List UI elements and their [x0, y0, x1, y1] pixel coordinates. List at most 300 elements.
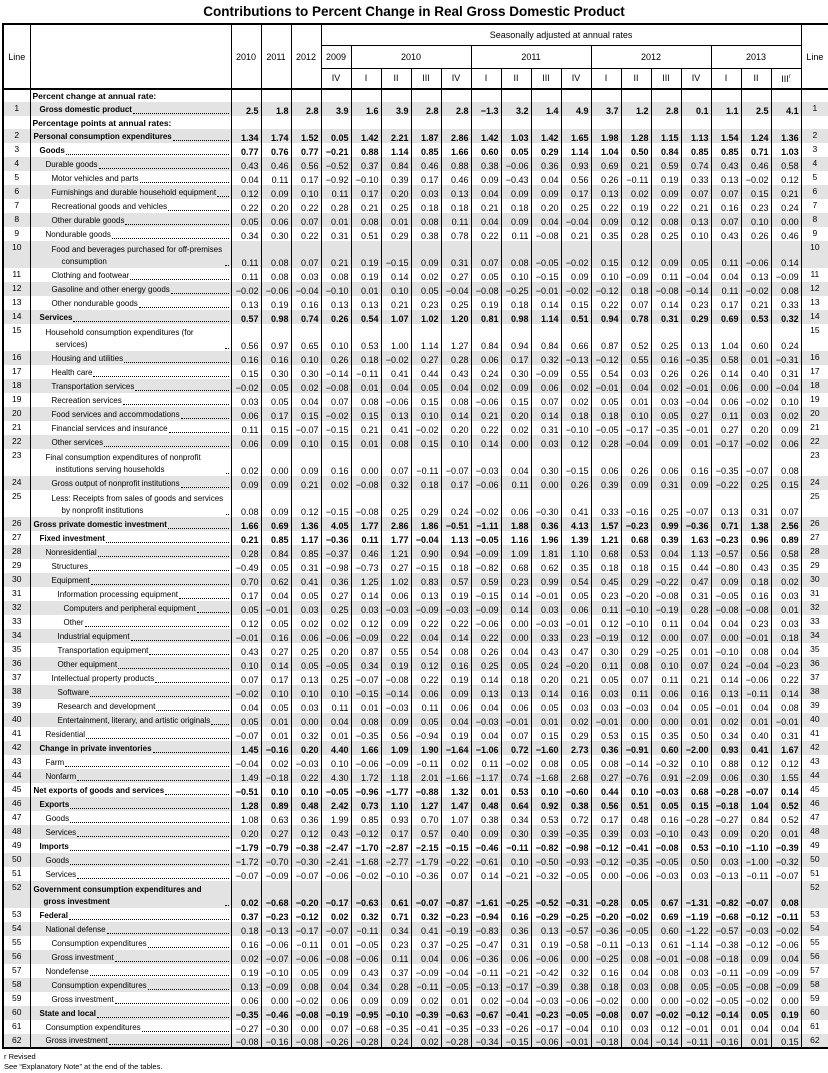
value-cell: 0.41 — [381, 421, 411, 435]
dot-leader — [225, 265, 228, 266]
value-cell: 0.11 — [591, 601, 621, 615]
value-cell: 0.03 — [621, 825, 651, 839]
value-cell: −0.04 — [681, 393, 711, 407]
row-label-cell — [30, 282, 231, 296]
value-cell: 0.43 — [741, 559, 771, 573]
row-label — [31, 298, 231, 310]
value-cell: −0.07 — [321, 922, 351, 936]
value-cell: 0.29 — [381, 227, 411, 241]
value-cell: 0.05 — [291, 587, 321, 601]
value-cell: 0.44 — [681, 559, 711, 573]
value-cell: 0.91 — [651, 769, 681, 783]
dot-leader — [109, 1044, 229, 1045]
value-cell: 0.24 — [531, 657, 561, 671]
value-cell — [501, 89, 531, 102]
value-cell: 0.09 — [321, 964, 351, 978]
value-cell: −1.72 — [231, 853, 261, 867]
value-cell: 0.46 — [741, 157, 771, 171]
value-cell: 0.02 — [231, 950, 261, 964]
value-cell: 0.22 — [441, 615, 471, 629]
dot-leader — [165, 794, 228, 795]
value-cell: 0.26 — [621, 449, 651, 476]
value-cell: 0.20 — [741, 825, 771, 839]
value-cell: −0.35 — [651, 421, 681, 435]
value-cell: 1.6 — [351, 102, 381, 116]
value-cell: −0.02 — [741, 435, 771, 449]
row-label — [31, 575, 231, 587]
value-cell: −0.12 — [291, 908, 321, 922]
row-label-cell — [30, 783, 231, 797]
value-cell: 0.12 — [231, 185, 261, 199]
value-cell: 0.11 — [621, 685, 651, 699]
value-cell: 0.07 — [771, 490, 801, 517]
value-cell: 0.06 — [291, 629, 321, 643]
value-cell: 1.13 — [681, 545, 711, 559]
value-cell: 0.10 — [621, 407, 651, 421]
value-cell: 0.19 — [441, 727, 471, 741]
value-cell: 0.05 — [681, 241, 711, 268]
value-cell: 0.06 — [231, 992, 261, 1006]
value-cell: 1.49 — [231, 769, 261, 783]
value-cell: 0.85 — [411, 143, 441, 157]
row-label-text: Consumption expenditures — [51, 939, 147, 948]
quarter-header: II — [381, 68, 411, 89]
value-cell: 2.8 — [291, 102, 321, 116]
value-cell: 0.02 — [651, 379, 681, 393]
value-cell: −0.02 — [651, 1006, 681, 1020]
value-cell: 0.16 — [591, 964, 621, 978]
value-cell: 0.99 — [531, 573, 561, 587]
row-label-cell — [30, 351, 231, 365]
row-label — [31, 799, 231, 811]
row-label-text: Nonresidential — [45, 548, 97, 557]
row-label — [31, 994, 231, 1006]
row-label-cell — [30, 1020, 231, 1034]
dot-leader — [115, 1003, 229, 1004]
value-cell: 0.21 — [561, 227, 591, 241]
value-cell: −0.02 — [321, 407, 351, 421]
row-label-cell — [30, 615, 231, 629]
line-number-cell: 22 — [801, 435, 828, 449]
row-label-text: Residential — [45, 730, 86, 739]
value-cell: 0.83 — [411, 573, 441, 587]
value-cell: 0.12 — [621, 629, 651, 643]
value-cell: 0.12 — [621, 213, 651, 227]
value-cell: 0.25 — [381, 199, 411, 213]
row-label — [31, 631, 231, 643]
row-label-text: Food services and accommodations — [51, 410, 180, 419]
value-cell: −0.03 — [291, 755, 321, 769]
value-cell: 0.04 — [471, 727, 501, 741]
value-cell: 0.54 — [591, 365, 621, 379]
value-cell: −0.06 — [621, 867, 651, 881]
value-cell: −0.13 — [471, 978, 501, 992]
value-cell — [411, 89, 441, 102]
value-cell: 0.19 — [771, 1006, 801, 1020]
value-cell: −1.60 — [531, 741, 561, 755]
value-cell: −0.39 — [771, 839, 801, 853]
value-cell: 0.05 — [261, 615, 291, 629]
row-label-text: Durable goods — [45, 160, 98, 169]
value-cell: −0.68 — [261, 881, 291, 908]
value-cell: 0.02 — [711, 713, 741, 727]
value-cell: 0.16 — [651, 351, 681, 365]
value-cell: −0.04 — [681, 268, 711, 282]
line-number-cell: 37 — [801, 671, 828, 685]
dot-leader — [125, 224, 228, 225]
year-group-2011: 2011 — [471, 45, 591, 68]
value-cell: −0.68 — [711, 908, 741, 922]
line-number-cell: 26 — [3, 517, 30, 531]
value-cell: 0.23 — [381, 936, 411, 950]
value-cell: 0.01 — [351, 282, 381, 296]
value-cell: 0.54 — [411, 643, 441, 657]
value-cell: −0.08 — [471, 282, 501, 296]
line-number-cell: 57 — [801, 964, 828, 978]
value-cell: 0.00 — [651, 629, 681, 643]
value-cell: −0.28 — [441, 1034, 471, 1048]
value-cell: 0.23 — [591, 587, 621, 601]
value-cell: 0.03 — [621, 978, 651, 992]
value-cell: 0.04 — [501, 449, 531, 476]
value-cell: 1.88 — [501, 517, 531, 531]
value-cell: −0.15 — [351, 685, 381, 699]
row-label-cell — [30, 825, 231, 839]
value-cell: −0.05 — [711, 992, 741, 1006]
value-cell: −0.08 — [591, 1006, 621, 1020]
table-row — [3, 936, 828, 950]
value-cell: 1.28 — [231, 797, 261, 811]
value-cell: 0.00 — [501, 629, 531, 643]
value-cell: −0.50 — [531, 853, 561, 867]
line-number-cell: 31 — [3, 587, 30, 601]
value-cell: 0.25 — [471, 657, 501, 671]
value-cell: 0.08 — [771, 282, 801, 296]
value-cell: −1.06 — [471, 741, 501, 755]
row-label-cell — [30, 727, 231, 741]
value-cell: −0.07 — [291, 867, 321, 881]
value-cell: −0.21 — [321, 143, 351, 157]
value-cell: −0.06 — [531, 1034, 561, 1048]
value-cell: 0.14 — [441, 407, 471, 421]
value-cell: −0.06 — [321, 867, 351, 881]
value-cell: 0.17 — [591, 811, 621, 825]
value-cell: −0.08 — [711, 601, 741, 615]
value-cell: −0.57 — [561, 922, 591, 936]
value-cell: 0.47 — [681, 573, 711, 587]
value-cell: 0.08 — [531, 755, 561, 769]
table-row — [3, 727, 828, 741]
row-label-text: Government consumption expenditures and gross investment — [33, 885, 202, 906]
line-number-cell: 5 — [3, 171, 30, 185]
value-cell: 0.16 — [741, 587, 771, 601]
value-cell: −0.01 — [561, 1034, 591, 1048]
dot-leader — [90, 696, 228, 697]
annual-year-header: 2010 — [231, 24, 261, 89]
value-cell: 0.06 — [771, 435, 801, 449]
value-cell: 0.55 — [621, 351, 651, 365]
row-label-text: Transportation equipment — [57, 646, 149, 655]
value-cell: 0.53 — [531, 811, 561, 825]
value-cell: 0.27 — [711, 421, 741, 435]
value-cell: −0.41 — [501, 1006, 531, 1020]
value-cell: 0.02 — [291, 379, 321, 393]
value-cell: 0.19 — [441, 587, 471, 601]
row-label-text: Other — [63, 618, 84, 627]
row-label — [31, 201, 231, 213]
value-cell: −0.02 — [231, 379, 261, 393]
value-cell: −0.15 — [321, 490, 351, 517]
value-cell: −0.04 — [561, 213, 591, 227]
value-cell: 0.08 — [651, 213, 681, 227]
value-cell: 1.72 — [351, 769, 381, 783]
value-cell: −0.15 — [501, 1034, 531, 1048]
value-cell: −0.95 — [351, 1006, 381, 1020]
value-cell: 1.04 — [741, 797, 771, 811]
value-cell: 3.7 — [591, 102, 621, 116]
row-label-text: Personal consumption expenditures — [33, 132, 172, 141]
value-cell: −0.03 — [651, 783, 681, 797]
value-cell: 0.03 — [591, 685, 621, 699]
dot-leader — [77, 836, 228, 837]
value-cell: 0.84 — [651, 143, 681, 157]
value-cell: 0.25 — [651, 324, 681, 351]
value-cell: −0.16 — [621, 490, 651, 517]
value-cell: −0.02 — [741, 171, 771, 185]
value-cell: −0.11 — [291, 936, 321, 950]
value-cell: 0.09 — [711, 573, 741, 587]
table-row — [3, 964, 828, 978]
value-cell: 0.14 — [531, 685, 561, 699]
value-cell: −0.20 — [621, 587, 651, 601]
row-label-text: Gross investment — [51, 995, 114, 1004]
line-number-cell: 17 — [3, 365, 30, 379]
value-cell: 0.06 — [441, 950, 471, 964]
row-label-cell — [30, 657, 231, 671]
value-cell: −0.15 — [381, 241, 411, 268]
dot-leader — [226, 473, 229, 474]
value-cell: −0.23 — [771, 657, 801, 671]
value-cell: 0.06 — [261, 213, 291, 227]
value-cell: 0.30 — [741, 769, 771, 783]
value-cell: 0.15 — [651, 559, 681, 573]
value-cell: 0.09 — [261, 490, 291, 517]
line-column-header-left: Line — [3, 24, 30, 89]
value-cell: 0.06 — [651, 449, 681, 476]
value-cell: 0.18 — [411, 476, 441, 490]
value-cell: 0.08 — [771, 881, 801, 908]
row-label-text: Clothing and footwear — [51, 271, 130, 280]
value-cell: 0.01 — [441, 992, 471, 1006]
value-cell: −0.18 — [591, 1034, 621, 1048]
line-number-cell — [3, 89, 30, 102]
value-cell: 0.89 — [261, 797, 291, 811]
dot-leader — [142, 1031, 229, 1032]
value-cell: 0.11 — [231, 421, 261, 435]
row-label-text: Software — [57, 688, 90, 697]
value-cell: −0.25 — [441, 936, 471, 950]
table-row — [3, 825, 828, 839]
value-cell: 0.85 — [351, 811, 381, 825]
line-number-cell: 9 — [801, 227, 828, 241]
row-label-text: Computers and peripheral equipment — [63, 604, 196, 613]
dot-leader — [112, 238, 229, 239]
value-cell — [471, 89, 501, 102]
value-cell: −0.46 — [261, 1006, 291, 1020]
dot-leader — [91, 584, 229, 585]
value-cell: 0.20 — [531, 199, 561, 213]
value-cell: 0.84 — [741, 811, 771, 825]
value-cell: 0.88 — [711, 755, 741, 769]
year-group-2012: 2012 — [591, 45, 711, 68]
row-label-text: National defense — [45, 925, 106, 934]
value-cell: 0.33 — [771, 296, 801, 310]
table-row — [3, 685, 828, 699]
value-cell: −0.41 — [621, 839, 651, 853]
value-cell: −0.96 — [351, 783, 381, 797]
row-label-cell — [30, 199, 231, 213]
dot-leader — [70, 864, 228, 865]
value-cell: 0.46 — [411, 157, 441, 171]
value-cell: 1.09 — [501, 545, 531, 559]
value-cell: 1.24 — [741, 129, 771, 143]
table-row — [3, 671, 828, 685]
value-cell: −0.67 — [471, 1006, 501, 1020]
value-cell: −0.08 — [681, 950, 711, 964]
table-row — [3, 517, 828, 531]
value-cell: 1.21 — [591, 531, 621, 545]
value-cell: −0.23 — [621, 517, 651, 531]
value-cell: −0.06 — [471, 615, 501, 629]
line-number-cell: 45 — [3, 783, 30, 797]
value-cell: 0.12 — [351, 615, 381, 629]
value-cell: 0.08 — [771, 449, 801, 476]
footnote-revised: r Revised — [4, 1052, 36, 1061]
row-label — [31, 827, 231, 839]
value-cell: −0.07 — [231, 867, 261, 881]
value-cell: 0.18 — [231, 922, 261, 936]
value-cell: 2.86 — [441, 129, 471, 143]
quarter-header: I — [351, 68, 381, 89]
value-cell: −0.31 — [561, 881, 591, 908]
value-cell: −0.03 — [381, 601, 411, 615]
value-cell: 0.71 — [711, 517, 741, 531]
value-cell: 0.05 — [591, 393, 621, 407]
value-cell: 1.36 — [771, 129, 801, 143]
value-cell: −0.09 — [621, 268, 651, 282]
line-number-cell: 19 — [801, 393, 828, 407]
value-cell: −0.22 — [651, 573, 681, 587]
value-cell: −0.18 — [711, 950, 741, 964]
value-cell: 0.43 — [441, 365, 471, 379]
value-cell: 0.11 — [381, 950, 411, 964]
dot-leader — [70, 808, 228, 809]
line-number-cell: 27 — [801, 531, 828, 545]
value-cell: 0.24 — [381, 1034, 411, 1048]
line-number-cell: 43 — [3, 755, 30, 769]
value-cell: 0.63 — [261, 811, 291, 825]
value-cell: −0.13 — [261, 922, 291, 936]
value-cell: −2.87 — [381, 839, 411, 853]
value-cell: 0.16 — [681, 449, 711, 476]
value-cell: −0.36 — [321, 531, 351, 545]
value-cell: 0.52 — [621, 324, 651, 351]
footnote-explanatory: See “Explanatory Note” at the end of the tables. — [4, 1061, 163, 1071]
row-label-text: Net exports of goods and services — [33, 786, 165, 795]
value-cell: 0.26 — [561, 476, 591, 490]
value-cell — [741, 116, 771, 129]
value-cell — [321, 116, 351, 129]
value-cell: −0.10 — [261, 964, 291, 978]
value-cell: −0.23 — [441, 908, 471, 922]
value-cell: 0.68 — [681, 783, 711, 797]
table-row — [3, 992, 828, 1006]
value-cell: 0.05 — [231, 601, 261, 615]
line-number-cell: 17 — [801, 365, 828, 379]
table-row — [3, 449, 828, 476]
value-cell: 0.17 — [501, 351, 531, 365]
value-cell: 0.43 — [231, 157, 261, 171]
value-cell: 0.05 — [561, 587, 591, 601]
row-label-text: Services — [45, 870, 77, 879]
value-cell: −0.25 — [651, 643, 681, 657]
value-cell: 0.24 — [771, 199, 801, 213]
value-cell: −0.17 — [711, 435, 741, 449]
row-label-text: Nondurable goods — [45, 230, 111, 239]
value-cell: −0.01 — [651, 950, 681, 964]
value-cell: −0.01 — [711, 699, 741, 713]
value-cell: −0.36 — [471, 950, 501, 964]
value-cell: 0.00 — [261, 449, 291, 476]
value-cell: 0.30 — [501, 825, 531, 839]
value-cell: −0.07 — [441, 449, 471, 476]
row-label — [31, 715, 231, 727]
year-group-2013: 2013 — [711, 45, 801, 68]
value-cell: 0.54 — [351, 310, 381, 324]
value-cell: 0.10 — [261, 783, 291, 797]
value-cell: 0.08 — [351, 393, 381, 407]
value-cell: 0.05 — [681, 978, 711, 992]
value-cell: −0.36 — [591, 922, 621, 936]
value-cell: −0.34 — [471, 1034, 501, 1048]
value-cell: −0.07 — [231, 727, 261, 741]
row-label — [31, 884, 231, 908]
row-label — [31, 187, 231, 199]
value-cell: 0.14 — [771, 241, 801, 268]
value-cell: 0.07 — [501, 727, 531, 741]
value-cell: 1.10 — [381, 797, 411, 811]
value-cell: −0.03 — [531, 615, 561, 629]
value-cell: 0.77 — [291, 143, 321, 157]
value-cell: 1.07 — [441, 811, 471, 825]
value-cell: 0.32 — [411, 908, 441, 922]
row-label-cell — [30, 545, 231, 559]
value-cell: −0.17 — [321, 881, 351, 908]
value-cell: 0.26 — [321, 310, 351, 324]
value-cell: 0.62 — [531, 559, 561, 573]
value-cell: 0.06 — [711, 379, 741, 393]
value-cell: 0.97 — [261, 324, 291, 351]
line-number-cell — [3, 116, 30, 129]
line-number-cell: 49 — [3, 839, 30, 853]
value-cell: 0.02 — [321, 615, 351, 629]
value-cell: −2.09 — [681, 769, 711, 783]
value-cell: −0.15 — [531, 268, 561, 282]
row-label-text: Gross domestic product — [39, 105, 132, 114]
value-cell: 0.03 — [621, 365, 651, 379]
value-cell: −0.79 — [261, 839, 291, 853]
value-cell: 0.00 — [651, 713, 681, 727]
